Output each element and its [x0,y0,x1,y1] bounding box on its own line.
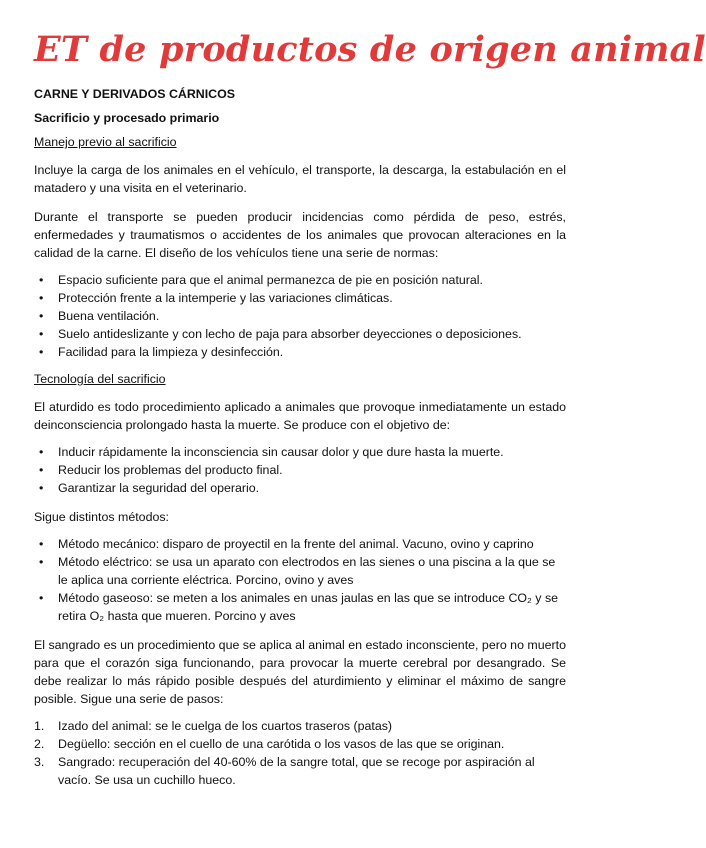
list-item [34,443,566,461]
section-heading: CARNE Y DERIVADOS CÁRNICOS [34,87,236,101]
list-item [34,735,566,753]
bullet-icon: • [39,481,44,495]
aturdido-paragraph: El aturdido es todo procedimiento aplicado a animales que provoque inmediatamente un estado deinconsciencia prolongado hasta la muerte. Se produce con el objetivo de: [34,400,566,432]
bullet-icon: • [39,327,44,341]
list-item-text: Protección frente a la intemperie y las variaciones climáticas. [58,291,393,305]
bullet-icon: • [39,463,44,477]
list-item [34,553,566,589]
list-item-text: Sangrado: recuperación del 40-60% de la sangre total, que se recoge por aspiración al vacío. Se usa un cuchillo hueco. [58,755,535,787]
manejo-heading: Manejo previo al sacrificio [34,135,177,149]
list-item [34,325,566,343]
list-item-text: Suelo antideslizante y con lecho de paja para absorber deyecciones o deposiciones. [58,327,522,341]
list-item-text: Garantizar la seguridad del operario. [58,481,260,495]
sangrado-steps-list [34,717,566,789]
manejo-paragraph-2: Durante el transporte se pueden producir incidencias como pérdida de peso, estrés, enfermedades y traumatismos o accidentes de los animales que provocan alteraciones en la calidad de la carne. El diseño de los vehículos tiene una serie de normas: [34,210,566,260]
list-item-text: Reducir los problemas del producto final. [58,463,283,477]
sangrado-paragraph: El sangrado es un procedimiento que se aplica al animal en estado inconsciente, pero no muerto para que el corazón siga funcionando, para provocar la muerte cerebral por desangrado. Se debe realizar lo más rápido posible después del aturdimiento y eliminar el máximo de sangre posible. Sigue una serie de pasos: [34,638,566,706]
list-item-text: Método gaseoso: se meten a los animales en unas jaulas en las que se introduce CO₂ y se retira O₂ hasta que mueren. Porcino y aves [58,591,559,623]
page-title: ET de productos de origen animal [34,29,706,70]
list-item [34,461,566,479]
list-item [34,343,566,361]
list-item [34,307,566,325]
step-number: 2. [34,737,45,751]
bullet-icon: • [39,445,44,459]
list-item-text: Buena ventilación. [58,309,160,323]
document-page [34,28,706,789]
list-item [34,589,566,625]
list-item-text: Facilidad para la limpieza y desinfección. [58,345,284,359]
tecnologia-heading: Tecnología del sacrificio [34,372,166,386]
subsection-heading: Sacrificio y procesado primario [34,111,220,125]
list-item [34,753,566,789]
list-item [34,479,566,497]
list-item-text: Método eléctrico: se usa un aparato con electrodos en las sienes o una piscina a la que se le aplica una corriente eléctrica. Porcino, ovino y aves [58,555,556,587]
bullet-icon: • [39,555,44,569]
list-item [34,535,566,553]
step-number: 3. [34,755,45,769]
list-item [34,289,566,307]
list-item-text: Inducir rápidamente la inconsciencia sin causar dolor y que dure hasta la muerte. [58,445,504,459]
bullet-icon: • [39,273,44,287]
list-item-text: Izado del animal: se le cuelga de los cuartos traseros (patas) [58,719,393,733]
list-item [34,271,566,289]
step-number: 1. [34,719,45,733]
list-item [34,717,566,735]
vehicle-norms-list [34,271,566,361]
list-item-text: Espacio suficiente para que el animal permanezca de pie en posición natural. [58,273,483,287]
bullet-icon: • [39,591,44,605]
manejo-paragraph-1: Incluye la carga de los animales en el vehículo, el transporte, la descarga, la estabulación en el matadero y una visita en el veterinario. [34,163,566,195]
list-item-text: Método mecánico: disparo de proyectil en la frente del animal. Vacuno, ovino y caprino [58,537,534,551]
bullet-icon: • [39,291,44,305]
aturdido-objectives-list [34,443,566,497]
bullet-icon: • [39,309,44,323]
bullet-icon: • [39,345,44,359]
list-item-text: Degüello: sección en el cuello de una carótida o los vasos de las que se originan. [58,737,505,751]
metodos-intro: Sigue distintos métodos: [34,510,169,524]
metodos-list [34,535,566,625]
bullet-icon: • [39,537,44,551]
